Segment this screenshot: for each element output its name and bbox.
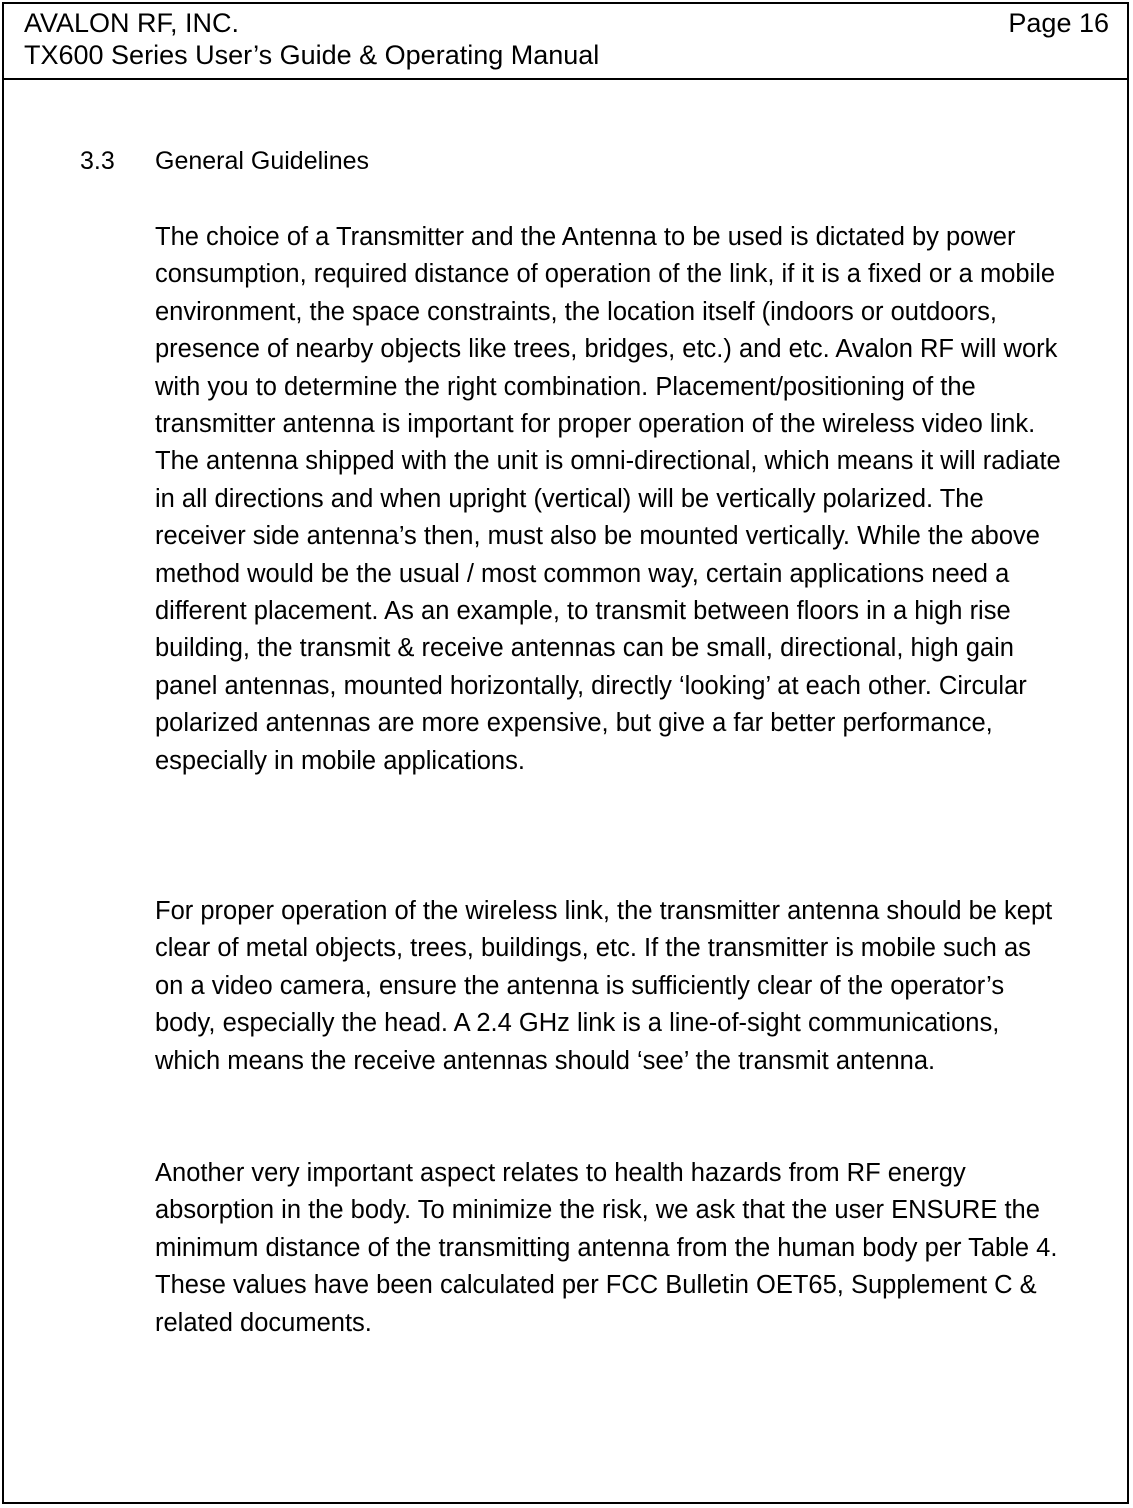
page-header	[2, 2, 1129, 80]
paragraph-antenna-choice: The choice of a Transmitter and the Antenna to be used is dictated by power consumption, required distance of operation of the link, if it is a fixed or a mobile environment, the space constraints, the location itself (indoors or outdoors, presence of nearby objects like trees, bridges, etc.) and etc. Avalon RF will work with you to determine the right combination. Placement/positioning of the transmitter antenna is important for proper operation of the wireless video link. The antenna shipped with the unit is omni-directional, which means it will radiate in all directions and when upright (vertical) will be vertically polarized. The receiver side antenna’s then, must also be mounted vertically. While the above method would be the usual / most common way, certain applications need a different placement. As an example, to transmit between floors in a high rise building, the transmit & receive antennas can be small, directional, high gain panel antennas, mounted horizontally, directly ‘looking’ at each other. Circular polarized antennas are more expensive, but give a far better performance, especially in mobile applications.	[155, 223, 1061, 775]
paragraph-health-hazards: Another very important aspect relates to health hazards from RF energy absorption in the body. To minimize the risk, we ask that the user ENSURE the minimum distance of the transmitting antenna from the human body per Table 4. These values have been calculated per FCC Bulletin OET65, Supplement C & related documents.	[155, 1159, 1058, 1337]
section-title: General Guidelines	[155, 147, 370, 175]
manual-title: TX600 Series User’s Guide & Operating Manual	[24, 40, 600, 70]
section-number: 3.3	[80, 147, 115, 175]
page-number: Page 16	[1008, 8, 1109, 38]
company-name: AVALON RF, INC.	[24, 8, 240, 38]
paragraph-clearance: For proper operation of the wireless link, the transmitter antenna should be kept clear of metal objects, trees, buildings, etc. If the transmitter is mobile such as on a video camera, ensure the antenna is sufficiently clear of the operator’s body, especially the head. A 2.4 GHz link is a line-of-sight communications, which means the receive antennas should ‘see’ the transmit antenna.	[155, 897, 1053, 1075]
